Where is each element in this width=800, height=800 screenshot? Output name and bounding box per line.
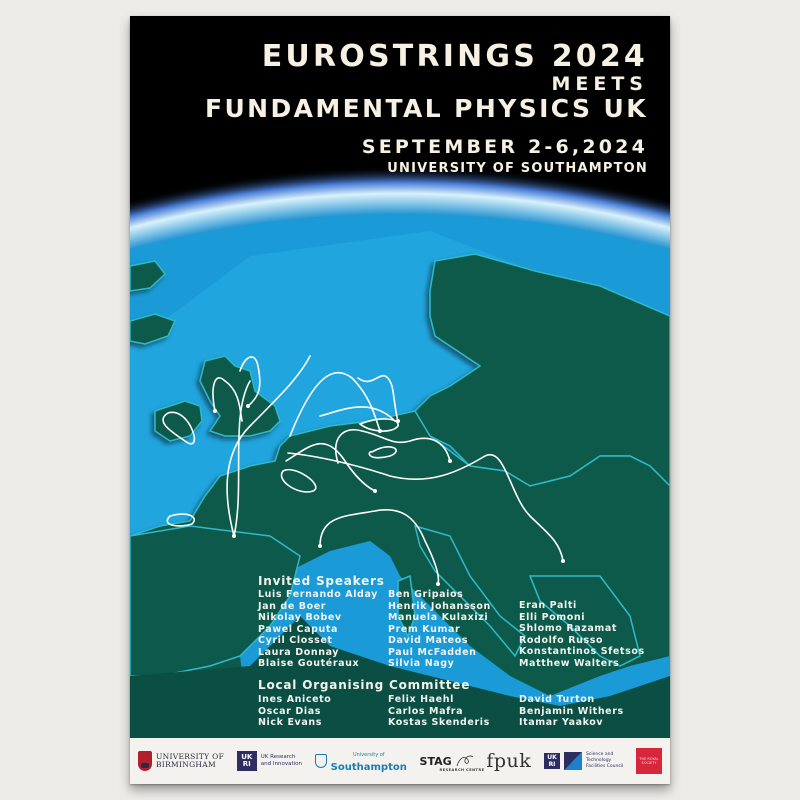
committee-member: Felix Haehl	[388, 694, 454, 705]
speakers-column-3	[519, 600, 659, 670]
southampton-shield-icon	[315, 754, 327, 768]
ukri-logo	[237, 751, 302, 771]
speaker-name: Ben Gripaios	[388, 589, 464, 600]
royal-society-logo	[636, 748, 662, 774]
speaker-name: David Mateos	[388, 635, 469, 646]
speaker-name: Prem Kumar	[388, 623, 461, 635]
speaker-name: Laura Donnay	[258, 646, 340, 658]
speaker-name: Manuela Kulaxizi	[388, 612, 489, 623]
committee-member: Itamar Yaakov	[519, 717, 604, 728]
stfc-ukri-mark-icon: UK RI	[544, 753, 560, 769]
fpuk-name: fpuk	[486, 750, 532, 772]
speaker-name: Blaise Goutéraux	[258, 658, 360, 669]
speaker-name: Silvia Nagy	[388, 658, 455, 669]
poster-venue: UNIVERSITY OF SOUTHAMPTON	[387, 161, 648, 176]
conference-poster	[130, 16, 670, 784]
committee-column-3	[519, 694, 659, 729]
invited-speakers-section	[258, 574, 659, 670]
committee-member: Ines Aniceto	[258, 694, 332, 705]
speakers-heading: Invited Speakers	[258, 574, 385, 588]
southampton-logo	[315, 751, 407, 772]
stag-name: STAG	[419, 754, 452, 768]
speaker-name: Jan de Boer	[258, 600, 327, 612]
title-block	[205, 40, 648, 178]
stfc-line2: Technology	[586, 758, 612, 763]
poster-subtitle: FUNDAMENTAL PHYSICS UK	[204, 94, 648, 123]
committee-member: Nick Evans	[258, 717, 322, 728]
stag-logo	[419, 754, 485, 772]
speaker-name: Elli Pomoni	[519, 611, 586, 623]
committee-member: Kostas Skenderis	[388, 717, 490, 728]
committee-column-2	[388, 694, 519, 729]
committee-heading: Local Organising Committee	[258, 678, 471, 692]
speaker-name: Shlomo Razamat	[519, 623, 618, 634]
speaker-name: Nikolay Bobev	[258, 612, 342, 623]
royal-society-mark: THE ROYAL SOCIETY	[636, 748, 662, 774]
speaker-name: Paul McFadden	[388, 646, 477, 658]
speaker-name: Pawel Caputa	[258, 623, 338, 635]
committee-member: Benjamin Withers	[519, 705, 624, 717]
committee-member: David Turton	[519, 694, 595, 705]
committee-column-1	[258, 694, 388, 729]
stfc-flag-icon	[564, 752, 582, 770]
stag-sub: RESEARCH CENTRE	[439, 768, 485, 772]
ukri-mark-icon: UK RI	[237, 751, 257, 771]
committee-member: Oscar Dias	[258, 705, 321, 717]
speakers-column-1	[258, 589, 388, 670]
southampton-big: Southampton	[330, 761, 407, 773]
speaker-name: Cyril Closset	[258, 635, 333, 646]
birmingham-line2: BIRMINGHAM	[156, 760, 216, 769]
birmingham-crest-icon	[138, 751, 152, 771]
speaker-name: Eran Palti	[519, 600, 577, 611]
birmingham-line1: UNIVERSITY OF	[156, 751, 225, 761]
organising-committee-section	[258, 678, 659, 729]
fpuk-logo	[486, 750, 531, 772]
poster-title: EUROSTRINGS 2024	[261, 39, 648, 74]
poster-date: SEPTEMBER 2-6,2024	[361, 136, 648, 158]
committee-member: Carlos Mafra	[388, 705, 464, 717]
poster-meets: MEETS	[551, 73, 648, 95]
stfc-line1: Science and	[586, 752, 614, 757]
stfc-logo	[544, 752, 623, 770]
sponsor-logo-strip	[130, 738, 670, 784]
ukri-line1: UK Research	[260, 754, 296, 760]
speaker-name: Konstantinos Sfetsos	[519, 646, 645, 657]
stag-squiggle-icon	[456, 754, 474, 768]
speaker-name: Rodolfo Russo	[519, 634, 604, 646]
speakers-column-2	[388, 589, 519, 670]
ukri-line2: and Innovation	[260, 761, 302, 767]
southampton-small: University of	[352, 751, 385, 758]
stfc-line3: Facilities Council	[586, 764, 624, 769]
speaker-name: Luis Fernando Alday	[258, 589, 378, 600]
birmingham-logo	[138, 751, 224, 771]
speaker-name: Henrik Johansson	[388, 600, 491, 612]
speaker-name: Matthew Walters	[519, 657, 620, 669]
